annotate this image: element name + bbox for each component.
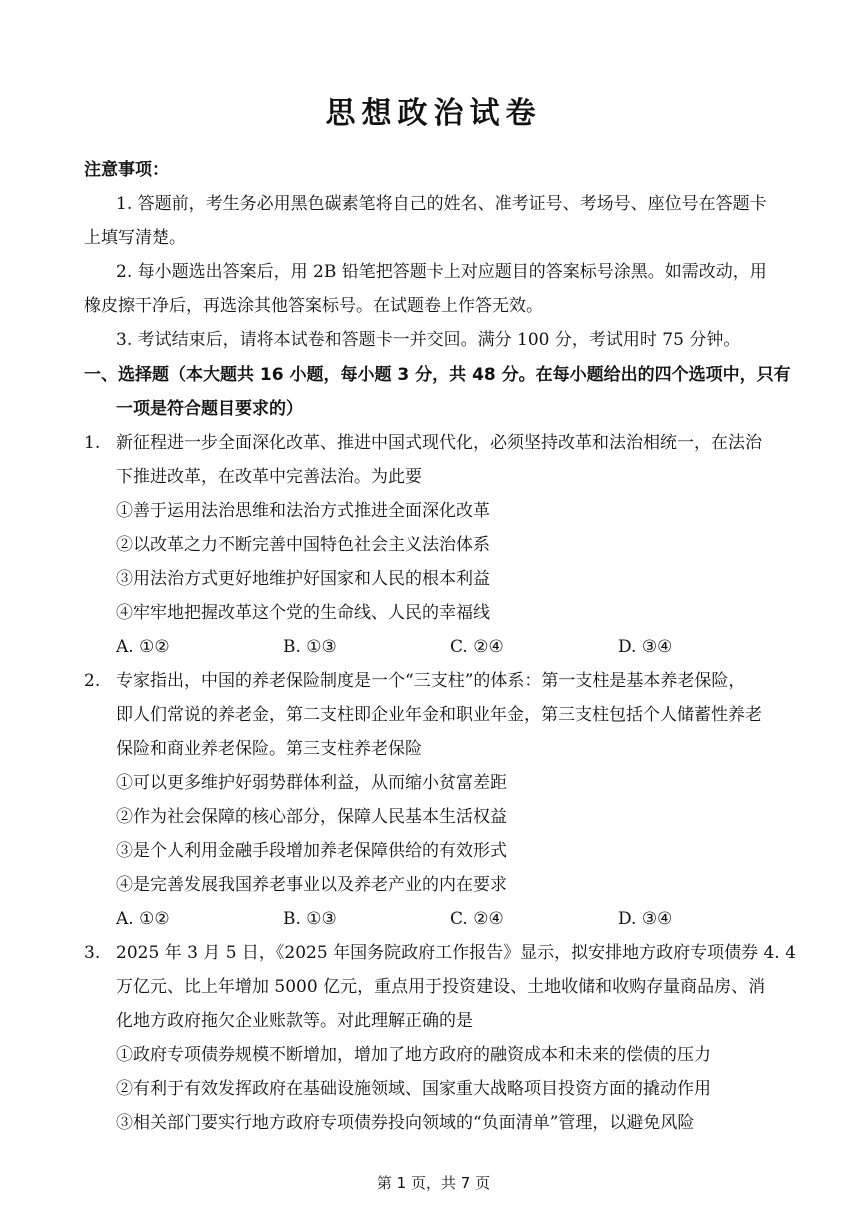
page-number-footer: 第 1 页，共 7 页 xyxy=(376,1174,491,1192)
q2-statement-1: ①可以更多维护好弱势群体利益，从而缩小贫富差距 xyxy=(116,773,507,793)
q2-option-c: C. ②④ xyxy=(450,909,504,929)
q2-stem-line-2: 即人们常说的养老金，第二支柱即企业年金和职业年金，第三支柱包括个人储蓄性养老 xyxy=(116,705,762,725)
q3-stem-line-1: 2025 年 3 月 5 日，《2025 年国务院政府工作报告》显示，拟安排地方政府专项债券 4. 4 xyxy=(116,943,796,963)
page-title: 思想政治试卷 xyxy=(325,96,542,131)
q1-statement-2: ②以改革之力不断完善中国特色社会主义法治体系 xyxy=(116,535,490,555)
q1-options xyxy=(0,635,867,659)
q1-statement-4: ④牢牢地把握改革这个党的生命线、人民的幸福线 xyxy=(116,603,490,623)
q3-stem-line-2: 万亿元、比上年增加 5000 亿元，重点用于投资建设、土地收储和收购存量商品房、消 xyxy=(116,977,766,997)
q1-statement-3: ③用法治方式更好地维护好国家和人民的根本利益 xyxy=(116,569,490,589)
q2-stem-line-1: 专家指出，中国的养老保险制度是一个“三支柱”的体系：第一支柱是基本养老保险， xyxy=(116,671,746,691)
q3-statement-3: ③相关部门要实行地方政府专项债券投向领域的“负面清单”管理，以避免风险 xyxy=(116,1113,695,1133)
q1-statement-1: ①善于运用法治思维和法治方式推进全面深化改革 xyxy=(116,501,490,521)
q2-statement-2: ②作为社会保障的核心部分，保障人民基本生活权益 xyxy=(116,807,507,827)
note-1-line-1: 1. 答题前，考生务必用黑色碳素笔将自己的姓名、准考证号、考场号、座位号在答题卡 xyxy=(116,194,767,214)
q2-option-a: A. ①② xyxy=(116,909,170,929)
q3-statement-2: ②有利于有效发挥政府在基础设施领域、国家重大战略项目投资方面的撬动作用 xyxy=(116,1079,711,1099)
note-1-line-2: 上填写清楚。 xyxy=(84,228,186,248)
q1-number: 1. xyxy=(84,433,101,453)
q3-number: 3. xyxy=(84,943,101,963)
q2-option-b: B. ①③ xyxy=(283,909,337,929)
note-2-line-2: 橡皮擦干净后，再选涂其他答案标号。在试题卷上作答无效。 xyxy=(84,296,543,316)
q1-option-a: A. ①② xyxy=(116,637,170,657)
notes-heading: 注意事项： xyxy=(84,160,169,180)
q1-stem-line-1: 新征程进一步全面深化改革、推进中国式现代化，必须坚持改革和法治相统一，在法治 xyxy=(116,433,762,453)
note-3: 3. 考试结束后，请将本试卷和答题卡一并交回。满分 100 分，考试用时 75 分钟。 xyxy=(116,330,741,350)
section-heading-line-1: 一、选择题（本大题共 16 小题，每小题 3 分，共 48 分。在每小题给出的四个选项中，只有 xyxy=(84,365,791,385)
q1-option-b: B. ①③ xyxy=(283,637,337,657)
q2-statement-4: ④是完善发展我国养老事业以及养老产业的内在要求 xyxy=(116,875,507,895)
q3-stem-line-3: 化地方政府拖欠企业账款等。对此理解正确的是 xyxy=(116,1011,473,1031)
q1-option-d: D. ③④ xyxy=(618,637,673,657)
q2-options xyxy=(0,907,867,931)
q2-number: 2. xyxy=(84,671,101,691)
section-heading-line-2: 一项是符合题目要求的） xyxy=(116,399,303,419)
q2-option-d: D. ③④ xyxy=(618,909,673,929)
q3-statement-1: ①政府专项债券规模不断增加，增加了地方政府的融资成本和未来的偿债的压力 xyxy=(116,1045,711,1065)
note-2-line-1: 2. 每小题选出答案后，用 2B 铅笔把答题卡上对应题目的答案标号涂黑。如需改动，用 xyxy=(116,262,767,282)
q1-stem-line-2: 下推进改革，在改革中完善法治。为此要 xyxy=(116,467,422,487)
q2-stem-line-3: 保险和商业养老保险。第三支柱养老保险 xyxy=(116,739,422,759)
q2-statement-3: ③是个人利用金融手段增加养老保障供给的有效形式 xyxy=(116,841,507,861)
q1-option-c: C. ②④ xyxy=(450,637,504,657)
